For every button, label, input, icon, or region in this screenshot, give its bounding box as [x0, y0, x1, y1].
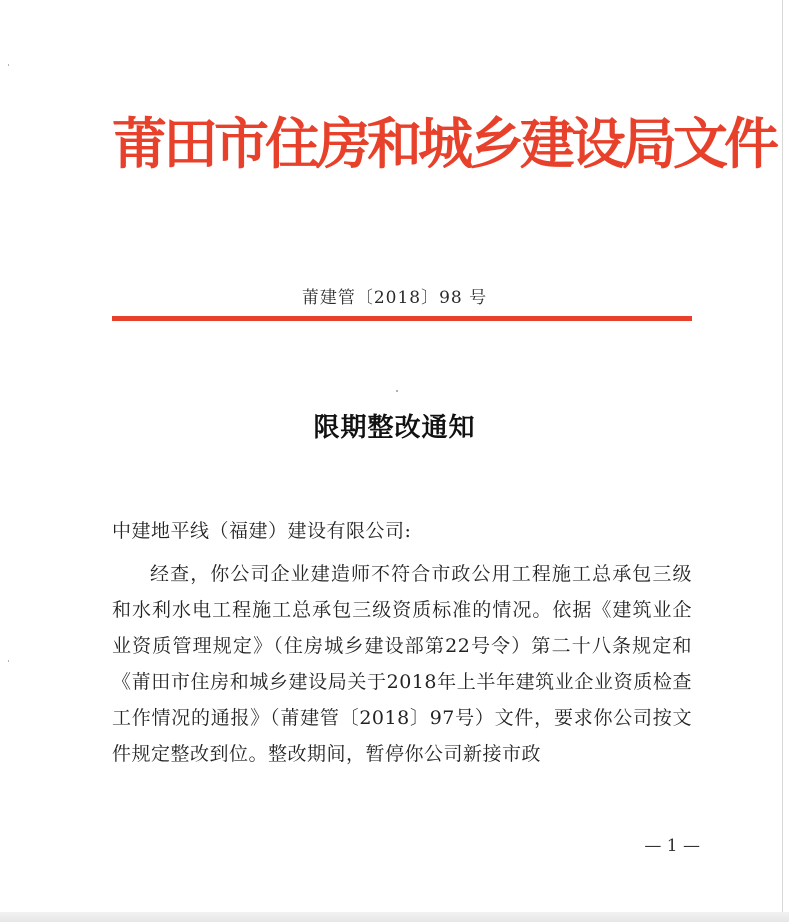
issuer-title: 莆田市住房和城乡建设局文件 [112, 112, 776, 176]
page-number: — 1 — [644, 836, 700, 856]
page-edge [782, 0, 783, 922]
scan-speck [8, 660, 9, 662]
notice-body: 经查，你公司企业建造师不符合市政公用工程施工总承包三级和水利水电工程施工总承包三级资质标准的情况。依据《建筑业企业资质管理规定》（住房城乡建设部第22号令）第二十八条规定和《莆田市住房和城乡建设局关于2018年上半年建筑业企业资质检查工作情况的通报》（莆建管〔2018〕97号）文件，要求你公司按文件规定整改到位。整改期间，暂停你公司新接市政 [112, 563, 692, 765]
red-separator-line [112, 316, 692, 321]
document-number: 莆建管〔2018〕98 号 [301, 288, 488, 308]
scan-speck [396, 390, 398, 392]
scan-speck [8, 64, 9, 66]
notice-title: 限期整改通知 [313, 413, 476, 443]
scan-bottom-edge [0, 912, 789, 922]
addressee: 中建地平线（福建）建设有限公司: [112, 520, 412, 542]
